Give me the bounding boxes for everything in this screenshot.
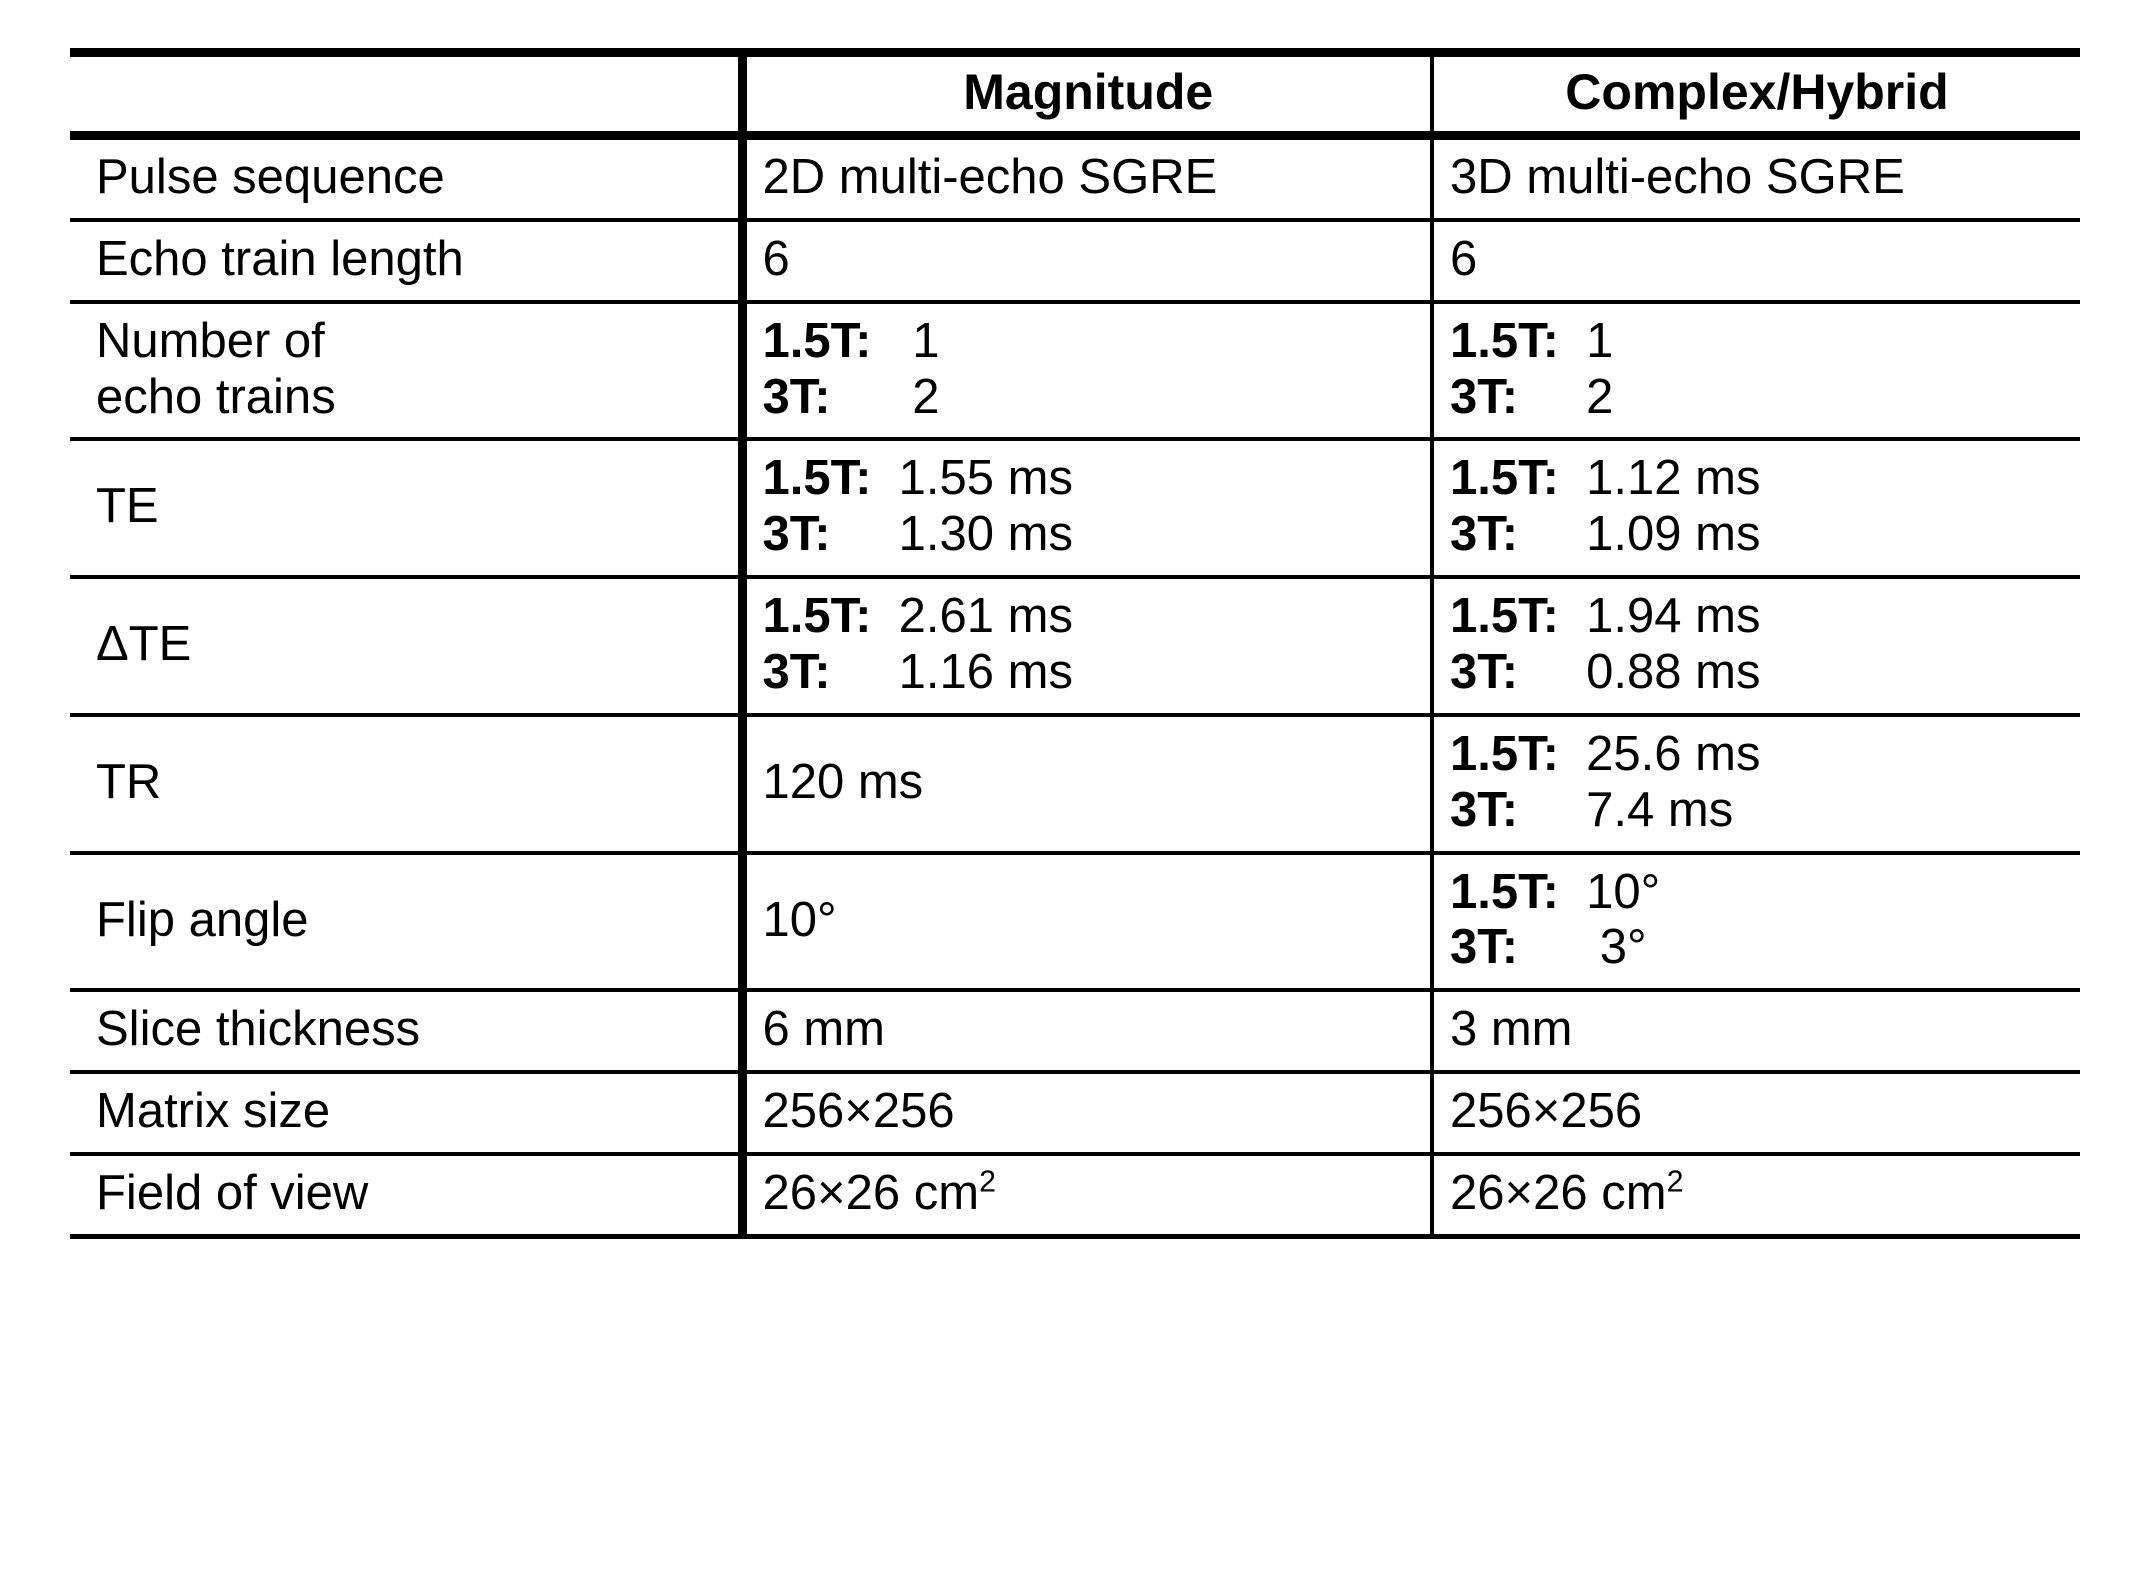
row-label-line2: echo trains: [96, 369, 336, 424]
header-cell-magnitude: Magnitude: [742, 53, 1432, 136]
value-superscript: 2: [979, 1164, 996, 1199]
field-strength-label: 3T:: [762, 507, 831, 562]
value-text: [763, 1166, 1423, 1222]
field-strength-label: 3T:: [1450, 645, 1519, 700]
table-row: [70, 220, 2080, 302]
value-text: 0.88 ms: [1586, 645, 1761, 700]
row-value-complex: [1432, 1154, 2080, 1236]
row-value-complex: [1432, 853, 2080, 991]
value-text: 10°: [762, 892, 837, 947]
field-strength-label: 3T:: [762, 645, 831, 700]
row-value-complex: [1432, 136, 2080, 220]
value-line-1p5t: [1450, 865, 2072, 921]
row-value-complex: [1432, 302, 2080, 440]
field-strength-label: 3T:: [762, 369, 831, 424]
header-row: [70, 53, 2080, 136]
value-line-1p5t: [763, 451, 1423, 507]
value-text: 1: [1586, 313, 1614, 368]
value-line-3t: [763, 370, 1423, 426]
row-value-complex: [1432, 439, 2080, 577]
value-text: 256×256: [1450, 1084, 1643, 1139]
header-cell-blank: [70, 53, 742, 136]
value-line-3t: [1450, 920, 2072, 976]
value-line-3t: [1450, 645, 2072, 701]
row-value-complex: [1432, 1072, 2080, 1154]
value-text: 2.61 ms: [898, 589, 1073, 644]
row-value-complex: [1432, 220, 2080, 302]
table-row: [70, 990, 2080, 1072]
table-row: [70, 853, 2080, 991]
row-value-complex: [1432, 715, 2080, 853]
row-value-magnitude: [742, 136, 1432, 220]
row-label: Matrix size: [70, 1072, 742, 1154]
row-value-complex: [1432, 577, 2080, 715]
value-line-1p5t: [763, 589, 1423, 645]
value-text: 10°: [1586, 864, 1661, 919]
value-text: 3 mm: [1450, 1002, 1573, 1057]
row-label-line1: Number of: [96, 313, 325, 368]
table-row: [70, 439, 2080, 577]
value-text: 1.12 ms: [1586, 451, 1761, 506]
row-value-magnitude: [742, 990, 1432, 1072]
value-text: 256×256: [762, 1084, 955, 1139]
value-text: 1.55 ms: [898, 451, 1073, 506]
value-line-3t: [1450, 370, 2072, 426]
field-strength-label: 3T:: [1450, 507, 1519, 562]
value-line-1p5t: [1450, 589, 2072, 645]
field-strength-label: 3T:: [1450, 782, 1519, 837]
value-line-1p5t: [1450, 727, 2072, 783]
field-strength-label: 1.5T:: [1450, 313, 1559, 368]
table-row: [70, 1072, 2080, 1154]
value-base: 26×26 cm: [1450, 1166, 1667, 1221]
row-value-magnitude: [742, 577, 1432, 715]
field-strength-label: 1.5T:: [1450, 726, 1559, 781]
row-value-magnitude: [742, 1154, 1432, 1236]
mri-parameters-table: [70, 48, 2080, 1239]
table-header: [70, 53, 2080, 136]
table-row: [70, 136, 2080, 220]
value-text: 25.6 ms: [1586, 726, 1761, 781]
value-text: 3°: [1599, 920, 1647, 975]
table-row: [70, 302, 2080, 440]
value-line-3t: [763, 507, 1423, 563]
field-strength-label: 1.5T:: [1450, 451, 1559, 506]
table-row: [70, 715, 2080, 853]
value-base: 26×26 cm: [762, 1166, 980, 1221]
row-label: Field of view: [70, 1154, 742, 1236]
field-strength-label: 3T:: [1450, 369, 1519, 424]
value-text: 3D multi-echo SGRE: [1450, 150, 1905, 204]
value-text: 120 ms: [762, 754, 924, 809]
table-body: [70, 136, 2080, 1237]
row-label: ΔTE: [70, 577, 742, 715]
value-text: 1.09 ms: [1586, 507, 1761, 562]
value-text: 2D multi-echo SGRE: [762, 150, 1218, 204]
table-row: [70, 1154, 2080, 1236]
field-strength-label: 3T:: [1450, 920, 1519, 975]
row-value-magnitude: [742, 220, 1432, 302]
row-value-magnitude: [742, 439, 1432, 577]
row-label: Pulse sequence: [70, 136, 742, 220]
value-line-3t: [763, 645, 1423, 701]
value-text: 1: [912, 313, 940, 368]
row-value-magnitude: [742, 302, 1432, 440]
field-strength-label: 1.5T:: [1450, 864, 1559, 919]
value-line-3t: [1450, 783, 2072, 839]
value-text: 6: [762, 231, 790, 286]
value-text: 6: [1450, 231, 1478, 286]
row-value-magnitude: [742, 853, 1432, 991]
row-value-complex: [1432, 990, 2080, 1072]
row-label: Flip angle: [70, 853, 742, 991]
value-text: 2: [912, 369, 940, 424]
field-strength-label: 1.5T:: [762, 313, 872, 368]
row-label: Slice thickness: [70, 990, 742, 1072]
value-text: [1450, 1166, 2072, 1222]
row-value-magnitude: [742, 1072, 1432, 1154]
value-text: 1.94 ms: [1586, 589, 1761, 644]
value-text: 2: [1586, 369, 1614, 424]
field-strength-label: 1.5T:: [762, 589, 872, 644]
value-superscript: 2: [1666, 1164, 1684, 1199]
table-row: [70, 577, 2080, 715]
value-line-1p5t: [1450, 314, 2072, 370]
value-text: 1.30 ms: [898, 507, 1073, 562]
value-text: 6 mm: [762, 1002, 885, 1057]
field-strength-label: 1.5T:: [762, 451, 872, 506]
row-label: TE: [70, 439, 742, 577]
value-line-3t: [1450, 507, 2072, 563]
value-text: 7.4 ms: [1586, 782, 1734, 837]
row-value-magnitude: [742, 715, 1432, 853]
value-line-1p5t: [1450, 451, 2072, 507]
header-cell-complex-hybrid: Complex/Hybrid: [1432, 53, 2080, 136]
value-line-1p5t: [763, 314, 1423, 370]
value-text: 1.16 ms: [898, 645, 1073, 700]
row-label: TR: [70, 715, 742, 853]
row-label: Echo train length: [70, 220, 742, 302]
field-strength-label: 1.5T:: [1450, 589, 1559, 644]
row-label: [70, 302, 742, 440]
